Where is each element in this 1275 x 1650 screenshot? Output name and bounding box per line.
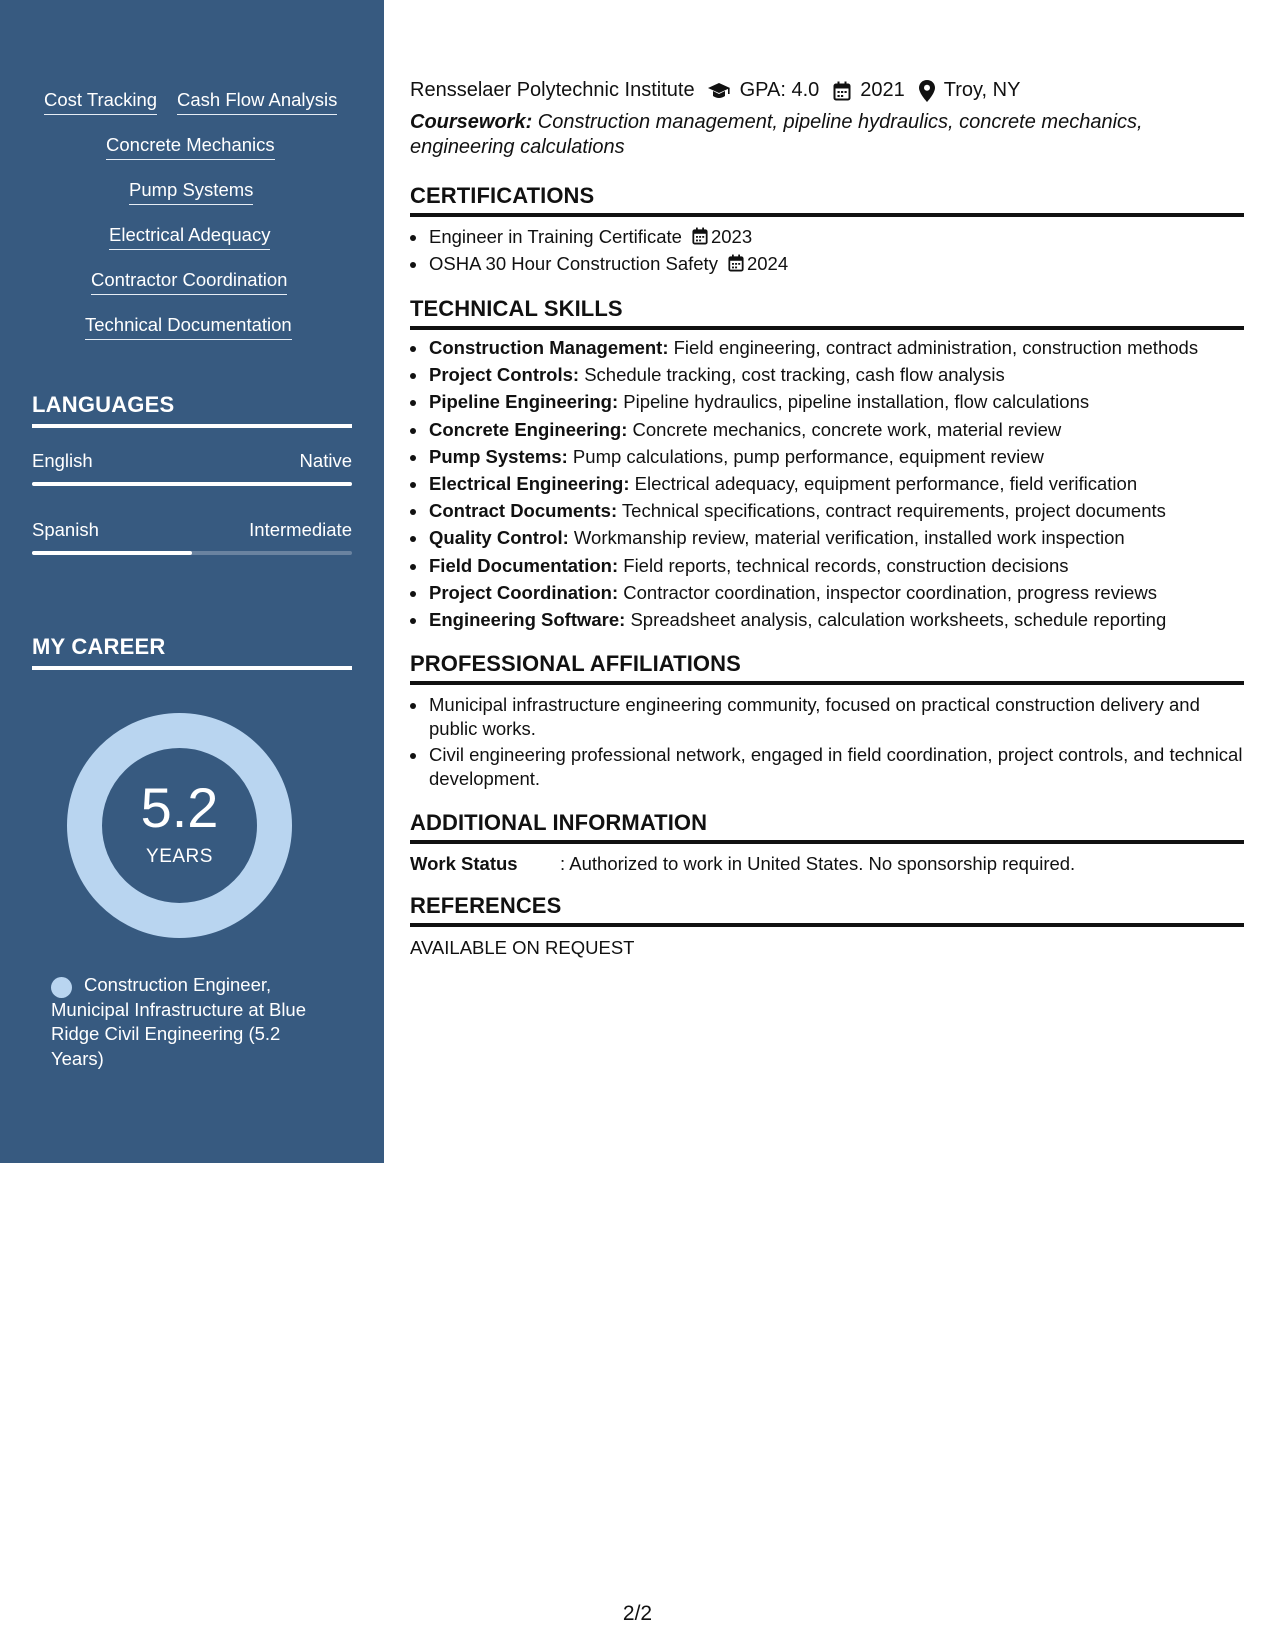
technical-skills-heading: TECHNICAL SKILLS: [410, 296, 623, 321]
certifications-rule: [410, 213, 1244, 217]
language-bar: [32, 482, 352, 486]
technical-skills-rule: [410, 326, 1244, 330]
skill-details: Pipeline hydraulics, pipeline installation, flow calculations: [618, 391, 1090, 413]
calendar-icon: [833, 81, 851, 101]
skill-item: [410, 363, 1244, 387]
skill-item: [410, 418, 1244, 442]
skill-details: Concrete mechanics, concrete work, material review: [627, 418, 1062, 440]
certifications-list: [410, 225, 1244, 276]
skill-category: Engineering Software:: [429, 608, 626, 630]
skill-details: Electrical adequacy, equipment performance, field verification: [629, 472, 1138, 494]
certification-item: [410, 252, 1244, 276]
affiliations-rule: [410, 681, 1244, 685]
career-entry: Construction Engineer, Municipal Infrastructure at Blue Ridge Civil Engineering (5.2 Years): [51, 974, 307, 1069]
additional-info-rule: [410, 840, 1244, 844]
skill-item: [410, 554, 1244, 578]
references-text: AVAILABLE ON REQUEST: [410, 937, 635, 958]
skill-details: Schedule tracking, cost tracking, cash flow analysis: [579, 364, 1005, 386]
language-bar-fill: [32, 551, 192, 555]
skill-tag: Concrete Mechanics: [106, 134, 275, 160]
references-heading: REFERENCES: [410, 893, 562, 918]
technical-skills-list: [410, 336, 1244, 635]
affiliations-list: [410, 693, 1244, 793]
skill-item: [410, 608, 1244, 632]
career-years-unit: YEARS: [146, 846, 213, 867]
skill-details: Pump calculations, pump performance, equipment review: [567, 445, 1044, 467]
certification-year: 2023: [710, 226, 753, 247]
certification-name: OSHA 30 Hour Construction Safety: [429, 253, 718, 274]
skill-category: Project Coordination:: [429, 581, 619, 603]
language-level: Intermediate: [249, 519, 352, 540]
skill-category: Pump Systems:: [429, 445, 568, 467]
skill-tag: Electrical Adequacy: [109, 224, 270, 250]
calendar-icon: [692, 227, 708, 245]
affiliation-item: Civil engineering professional network, engaged in field coordination, project controls, and technical development.: [410, 743, 1244, 791]
skill-category: Concrete Engineering:: [429, 418, 628, 440]
skill-details: Spreadsheet analysis, calculation worksheets, schedule reporting: [625, 608, 1167, 630]
skill-category: Electrical Engineering:: [429, 472, 630, 494]
school-location: Troy, NY: [943, 79, 1021, 101]
language-bar: [32, 551, 352, 555]
skill-tag: Pump Systems: [129, 179, 253, 205]
education-line: [410, 79, 1020, 102]
skill-details: Technical specifications, contract requirements, project documents: [617, 500, 1166, 522]
certification-item: [410, 225, 1244, 249]
skill-item: [410, 336, 1244, 360]
skill-tag: Contractor Coordination: [91, 269, 287, 295]
calendar-icon: [728, 254, 744, 272]
references-rule: [410, 923, 1244, 927]
languages-rule: [32, 424, 352, 428]
skill-details: Field reports, technical records, construction decisions: [618, 554, 1069, 576]
career-rule: [32, 666, 352, 670]
certification-name: Engineer in Training Certificate: [429, 226, 682, 247]
languages-heading: LANGUAGES: [32, 392, 175, 417]
skill-category: Construction Management:: [429, 337, 669, 358]
school-name: Rensselaer Polytechnic Institute: [410, 79, 695, 101]
career-heading: MY CAREER: [32, 634, 166, 659]
skill-tag: Cost Tracking: [44, 89, 157, 115]
language-level: Native: [299, 450, 352, 471]
skill-category: Quality Control:: [429, 527, 569, 549]
coursework-label: Coursework:: [410, 111, 533, 133]
additional-info-heading: ADDITIONAL INFORMATION: [410, 810, 708, 835]
work-status-label: Work Status: [410, 853, 518, 874]
graduation-year: 2021: [860, 79, 905, 101]
certifications-heading: CERTIFICATIONS: [410, 183, 595, 208]
gpa: GPA: 4.0: [739, 79, 820, 101]
skill-item: [410, 526, 1244, 550]
skill-item: [410, 472, 1244, 496]
language-name: English: [32, 450, 93, 471]
coursework-text: Construction management, pipeline hydraulics, concrete mechanics, engineering calculations: [410, 111, 1143, 158]
language-name: Spanish: [32, 519, 99, 540]
skill-category: Contract Documents:: [429, 500, 618, 522]
skill-item: [410, 581, 1244, 605]
skill-details: Field engineering, contract administration, construction methods: [668, 337, 1199, 358]
sidebar: [0, 0, 384, 1163]
skill-item: [410, 445, 1244, 469]
work-status-value: : Authorized to work in United States. No sponsorship required.: [560, 853, 1076, 874]
page-number: 2/2: [622, 1602, 653, 1625]
skill-category: Pipeline Engineering:: [429, 391, 619, 413]
coursework: [410, 110, 1244, 159]
affiliation-item: Municipal infrastructure engineering community, focused on practical construction delivery and public works.: [410, 693, 1244, 741]
skill-details: Workmanship review, material verification, installed work inspection: [568, 527, 1125, 549]
skill-item: [410, 390, 1244, 414]
skill-item: [410, 499, 1244, 523]
graduation-cap-icon: [707, 81, 731, 101]
certification-year: 2024: [746, 253, 789, 274]
skill-category: Field Documentation:: [429, 554, 619, 576]
skill-tag: Cash Flow Analysis: [177, 89, 337, 115]
language-bar-fill: [32, 482, 352, 486]
skill-category: Project Controls:: [429, 364, 580, 386]
career-years-value: 5.2: [140, 776, 219, 839]
location-pin-icon: [919, 80, 935, 102]
affiliations-heading: PROFESSIONAL AFFILIATIONS: [410, 651, 741, 676]
skill-tag: Technical Documentation: [85, 314, 292, 340]
skill-details: Contractor coordination, inspector coordination, progress reviews: [618, 581, 1157, 603]
